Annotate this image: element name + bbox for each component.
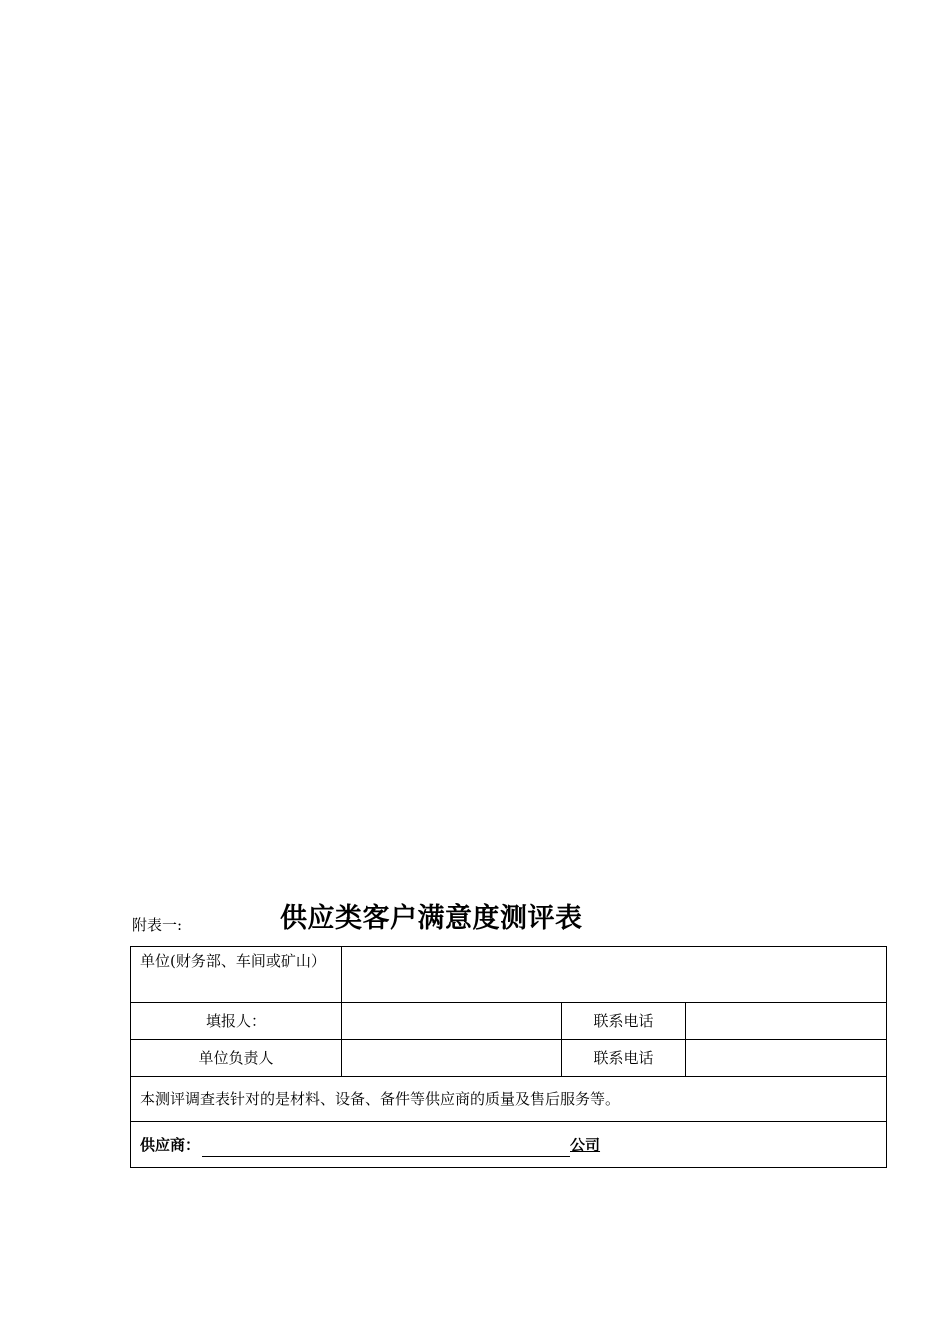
contact-phone-field-1[interactable]	[686, 1003, 887, 1040]
filler-row	[131, 1003, 887, 1040]
company-suffix: 公司	[570, 1135, 601, 1154]
filler-label: 填报人：	[131, 1003, 342, 1040]
supplier-row	[131, 1122, 887, 1168]
form-title: 供应类客户满意度测评表	[280, 903, 583, 934]
unit-field[interactable]	[342, 947, 887, 1003]
unit-head-row	[131, 1040, 887, 1077]
contact-phone-label-2: 联系电话	[562, 1040, 686, 1077]
form-heading	[132, 900, 892, 942]
note-row	[131, 1077, 887, 1122]
unit-head-label: 单位负责人	[131, 1040, 342, 1077]
supplier-name-field[interactable]	[202, 1138, 570, 1157]
supplier-cell	[131, 1122, 887, 1168]
unit-label: 单位(财务部、车间或矿山）	[131, 947, 342, 1003]
unit-row	[131, 947, 887, 1003]
contact-phone-label-1: 联系电话	[562, 1003, 686, 1040]
survey-note: 本测评调查表针对的是材料、设备、备件等供应商的质量及售后服务等。	[131, 1077, 887, 1122]
contact-phone-field-2[interactable]	[686, 1040, 887, 1077]
survey-form-table	[130, 946, 887, 1168]
supplier-label: 供应商：	[140, 1135, 201, 1154]
appendix-label: 附表一:	[132, 916, 183, 934]
unit-head-field[interactable]	[342, 1040, 562, 1077]
filler-field[interactable]	[342, 1003, 562, 1040]
